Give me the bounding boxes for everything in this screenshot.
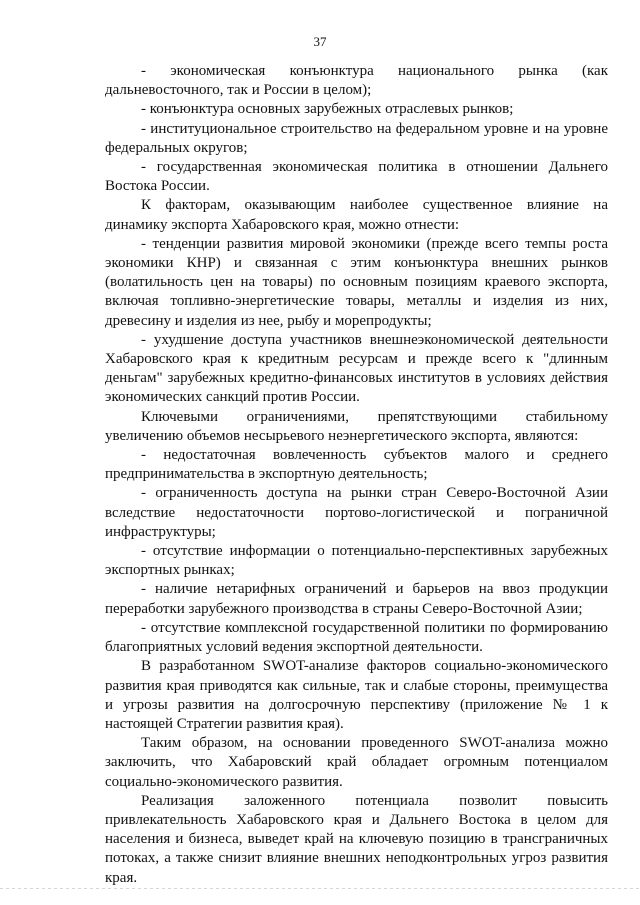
scan-artifact-line xyxy=(0,888,640,889)
paragraph-state-policy: - государственная экономическая политика в отношении Дальнего Востока России. xyxy=(105,159,608,195)
paragraph-information-lack: - отсутствие информации о потенциально-перспективных зарубежных экспортных рынках; xyxy=(105,543,608,579)
document-body xyxy=(105,62,608,888)
paragraph-sme-involvement: - недостаточная вовлеченность субъектов малого и среднего предпринимательства в экспортную деятельность; xyxy=(105,447,608,483)
paragraph-institutional: - институциональное строительство на федеральном уровне и на уровне федеральных округов; xyxy=(105,120,608,156)
page-number: 37 xyxy=(313,34,327,49)
paragraph-constraints-intro: Ключевыми ограничениями, препятствующими стабильному увеличению объемов несырьевого неэнергетического экспорта, являются: xyxy=(105,408,608,444)
paragraph-policy-lack: - отсутствие комплексной государственной политики по формированию благоприятных условий ведения экспортной деятельности. xyxy=(105,619,608,656)
paragraph-foreign-markets: - конъюнктура основных зарубежных отраслевых рынков; xyxy=(141,101,514,118)
paragraph-credit-access: - ухудшение доступа участников внешнеэкономической деятельности Хабаровского края к кредитным ресурсам и прежде всего к "длинным деньгам" зарубежных кредитно-финансовых институтов в условиях действия экономических санкций против России. xyxy=(105,331,608,406)
paragraph-market-access: - ограниченность доступа на рынки стран Северо-Восточной Азии вследствие недостаточности портово-логистической и пограничной инфраструктуры; xyxy=(105,485,608,540)
paragraph-potential: Реализация заложенного потенциала позволит повысить привлекательность Хабаровского края и Дальнего Востока в целом для населения и бизнеса, выведет край на ключевую позицию в трансграничных потоках, а также снизит влияние внешних неподконтрольных угроз развития края. xyxy=(105,792,608,886)
paragraph-export-factors-intro: К факторам, оказывающим наиболее существенное влияние на динамику экспорта Хабаровского края, можно отнести: xyxy=(105,197,608,233)
paragraph-swot: В разработанном SWOT-анализе факторов социально-экономического развития края приводятся как сильные, так и слабые стороны, преимущества и угрозы развития на долгосрочную перспективу (приложение № 1 к настоящей Стратегии развития края). xyxy=(105,658,608,732)
paragraph-world-economy: - тенденции развития мировой экономики (прежде всего темпы роста экономики КНР) и связанная с этим конъюнктура внешних рынков (волатильность цен на товары) по основным позициям краевого экспорта, включая топливно-энергетические товары, металлы и изделия из них, древесину и изделия из нее, рыбу и морепродукты; xyxy=(105,235,608,329)
paragraph-market-conditions: - экономическая конъюнктура национального рынка (как дальневосточного, так и России в целом); xyxy=(105,63,608,99)
paragraph-nontariff-barriers: - наличие нетарифных ограничений и барьеров на ввоз продукции переработки зарубежного производства в страны Северо-Восточной Азии; xyxy=(105,581,608,617)
paragraph-conclusion: Таким образом, на основании проведенного SWOT-анализа можно заключить, что Хабаровский край обладает огромным потенциалом социально-экономического развития. xyxy=(105,735,608,790)
